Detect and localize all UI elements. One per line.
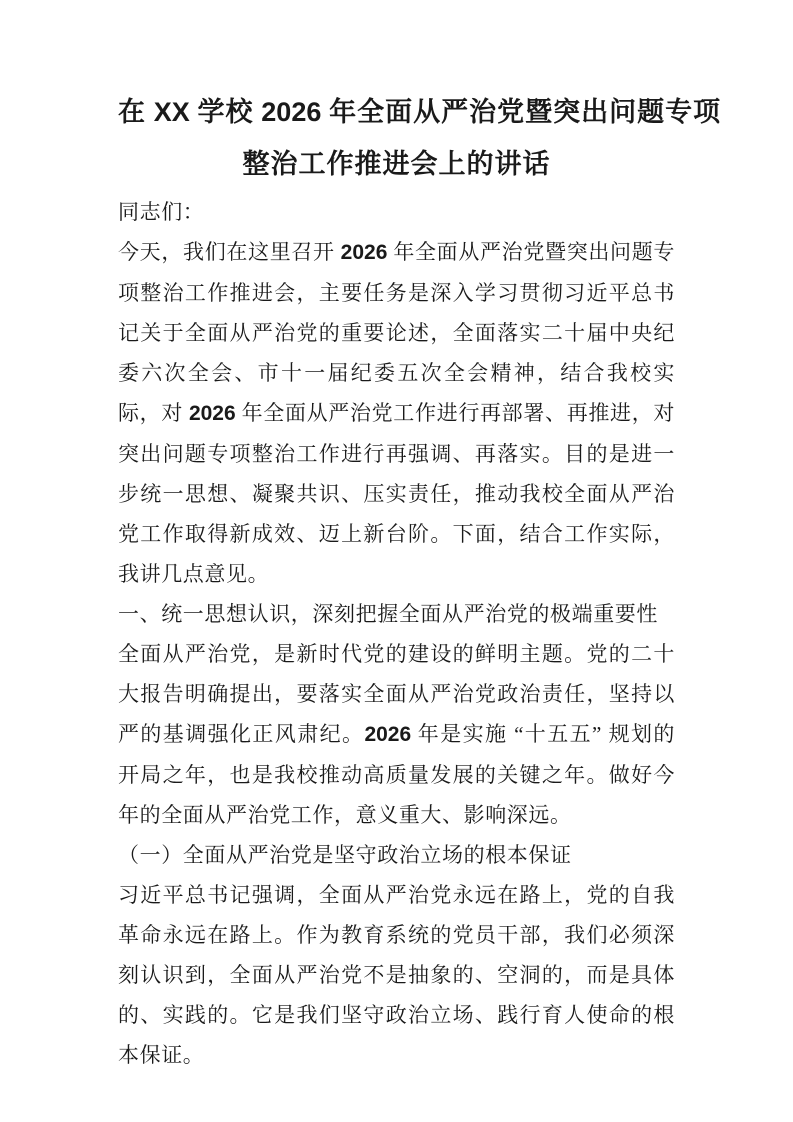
paragraph-subsection-1-1: 习近平总书记强调，全面从严治党永远在路上，党的自我革命永远在路上。作为教育系统的党员干部，我们必须深刻认识到，全面从严治党不是抽象的、空洞的，而是具体的、实践的。它是我们坚守政治立场、践行育人使命的根本保证。 (118, 883, 675, 1067)
document-title-line-2: 整治工作推进会上的讲话 (242, 149, 551, 179)
salutation: 同志们： (118, 200, 205, 224)
document-title-line-1: 在 XX 学校 2026 年全面从严治党暨突出问题专项 (118, 97, 722, 127)
section-1-heading: 一、统一思想认识，深刻把握全面从严治党的极端重要性 (118, 602, 658, 626)
subsection-1-1-heading: （一）全面从严治党是坚守政治立场的根本保证 (118, 843, 572, 867)
document-title (118, 86, 722, 190)
paragraph-opening: 今天，我们在这里召开 2026 年全面从严治党暨突出问题专项整治工作推进会，主要任务是深入学习贯彻习近平总书记关于全面从严治党的重要论述，全面落实二十届中央纪委六次全会、市十一届纪委五次全会精神，结合我校实际，对 2026 年全面从严治党工作进行再部署、再推进，对突出问题专项整治工作进行再强调、再落实。目的是进一步统一思想、凝聚共识、压实责任，推动我校全面从严治党工作取得新成效、迈上新台阶。下面，结合工作实际，我讲几点意见。 (118, 240, 675, 586)
paragraph-section-1: 全面从严治党，是新时代党的建设的鲜明主题。党的二十大报告明确提出，要落实全面从严治党政治责任，坚持以严的基调强化正风肃纪。2026 年是实施 “十五五” 规划的开局之年，也是我校推动高质量发展的关键之年。做好今年的全面从严治党工作，意义重大、影响深远。 (118, 642, 675, 827)
document-body (118, 192, 675, 1075)
